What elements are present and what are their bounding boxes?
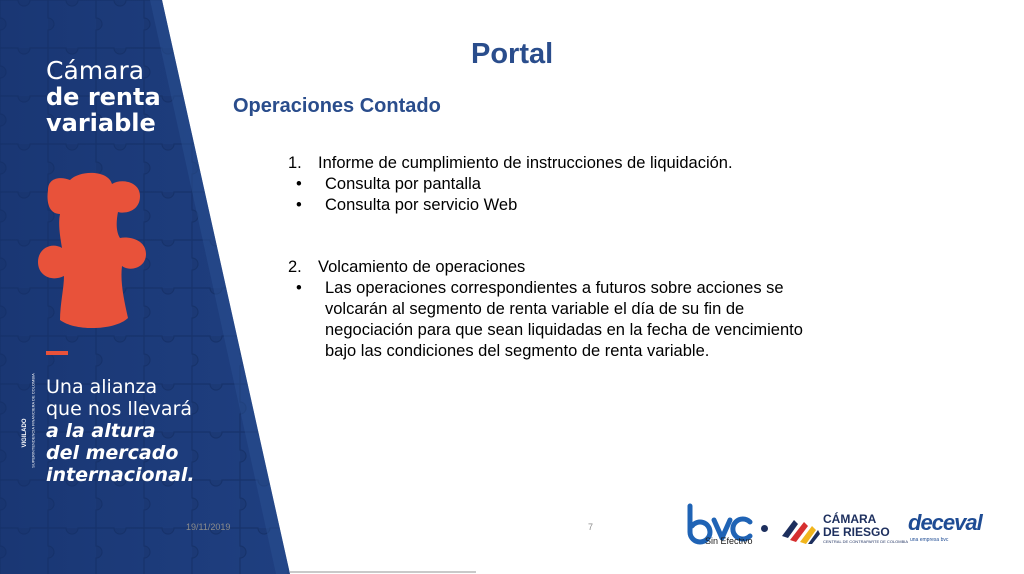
separator-dot xyxy=(761,525,768,532)
spacer xyxy=(288,216,848,257)
deceval-logo: deceval xyxy=(908,510,982,535)
slogan-line5: internacional. xyxy=(46,464,195,486)
slogan-line4: del mercado xyxy=(46,442,179,464)
sidebar-title-line2: de renta xyxy=(46,83,161,111)
vigilado-seal xyxy=(10,373,40,488)
sidebar-title-line3: variable xyxy=(46,109,156,137)
bullet-list xyxy=(288,174,848,216)
crcc-subtitle: CENTRAL DE CONTRAPARTE DE COLOMBIA xyxy=(823,539,909,544)
sidebar-slogan xyxy=(46,376,195,486)
bullet-item xyxy=(288,174,848,195)
item-number: 2. xyxy=(288,258,302,276)
slogan-line3: a la altura xyxy=(46,420,156,442)
sidebar-title-line1: Cámara xyxy=(46,56,145,85)
bullet-item xyxy=(288,278,825,362)
list-item xyxy=(288,257,848,278)
slogan-line2: que nos llevará xyxy=(46,398,193,420)
crcc-line1: CÁMARA xyxy=(823,512,877,526)
slide-subtitle: Operaciones Contado xyxy=(233,95,441,117)
bullet-text: Consulta por pantalla xyxy=(325,175,481,193)
slide-title: Portal xyxy=(471,38,554,70)
item-text: Volcamiento de operaciones xyxy=(318,258,526,276)
deceval-subtitle: una empresa bvc xyxy=(910,537,949,543)
item-text: Informe de cumplimiento de instrucciones de liquidación. xyxy=(318,154,733,172)
bullet-icon: • xyxy=(296,196,302,214)
bullet-text: Las operaciones correspondientes a futuros sobre acciones se volcarán al segmento de renta variable el día de su fin de negociación para que sean liquidadas en la fecha de vencimiento bajo las condiciones del segmento de renta variable. xyxy=(325,279,803,360)
bullet-text: Consulta por servicio Web xyxy=(325,196,518,214)
bullet-list xyxy=(288,278,848,362)
bullet-icon: • xyxy=(296,175,302,193)
crcc-name xyxy=(823,513,890,539)
vigilado-label: VIGILADO xyxy=(22,418,28,448)
list-item xyxy=(288,153,848,174)
slide-content xyxy=(288,153,848,362)
bullet-item xyxy=(288,195,848,216)
sidebar-title xyxy=(46,58,161,136)
item-number: 1. xyxy=(288,154,302,172)
footer-divider xyxy=(290,571,476,573)
bvc-tagline: Sin Efectivo xyxy=(705,536,753,546)
footer-page-number: 7 xyxy=(588,522,594,532)
footer-date: 19/11/2019 xyxy=(186,522,231,532)
sidebar-panel xyxy=(0,0,290,574)
crcc-line2: DE RIESGO xyxy=(823,525,890,539)
bullet-icon: • xyxy=(296,279,302,297)
vigilado-sub-label: SUPERINTENDENCIA FINANCIERA DE COLOMBIA xyxy=(30,373,36,468)
accent-dash xyxy=(46,351,68,355)
slogan-line1: Una alianza xyxy=(46,376,158,398)
